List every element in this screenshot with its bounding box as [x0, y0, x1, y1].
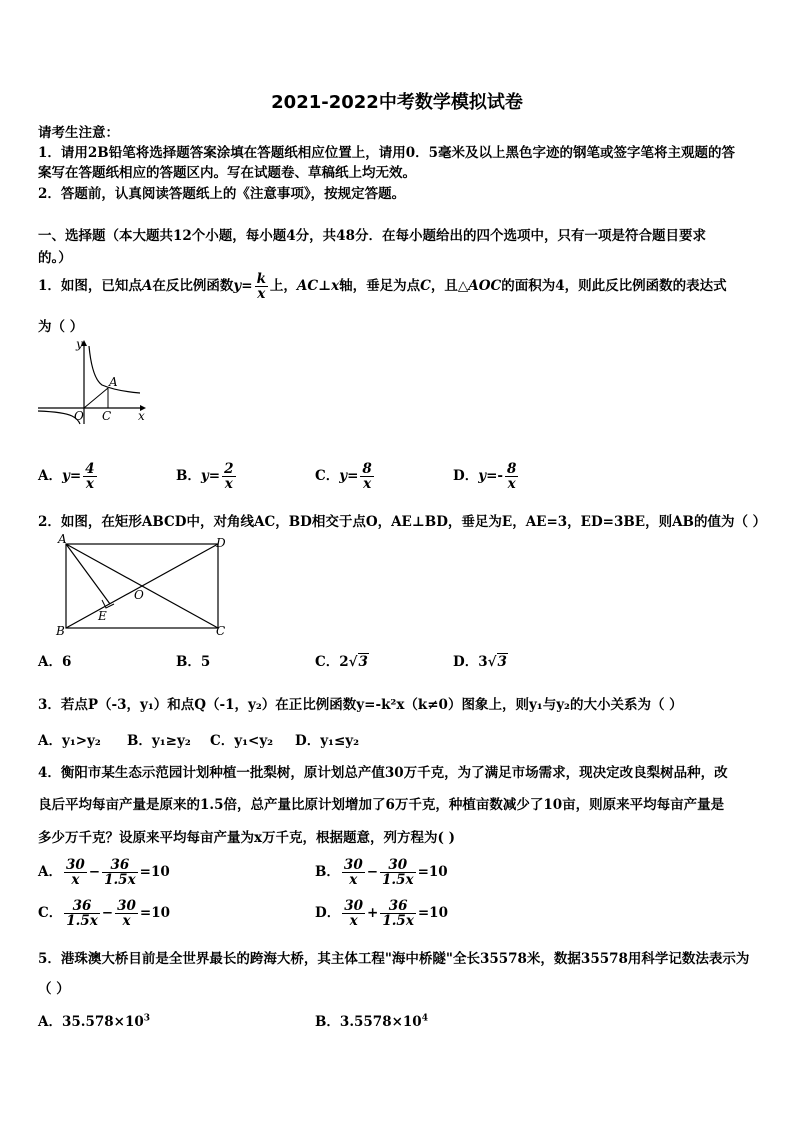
fig2-label-c: C [216, 624, 226, 636]
question-4-stem-line-2: 良后平均每亩产量是原来的1.5倍，总产量比原计划增加了6万千克，种植亩数减少了10亩，则原来平均每亩产量是 [38, 797, 725, 813]
question-2-stem: 2．如图，在矩形ABCD中，对角线AC，BD相交于点O，AE⊥BD，垂足为E，AE=3，ED=3BE，则AB的值为（ ） [38, 514, 767, 530]
q3-option-d[interactable]: D．y₁≤y₂ [295, 733, 360, 749]
question-4-stem-line-3: 多少万千克？设原来平均每亩产量为x万千克，根据题意，列方程为( ) [38, 830, 456, 846]
question-4-stem-line-1: 4．衡阳市某生态示范园计划种植一批梨树，原计划总产值30万千克，为了满足市场需求，现决定改良梨树品种，改 [38, 765, 728, 781]
section-heading-line-2: 的。） [38, 250, 72, 266]
fig1-label-x: x [138, 409, 145, 423]
q3-option-b[interactable]: B．y₁≥y₂ [127, 733, 191, 749]
fig1-label-o: O [74, 409, 84, 423]
q1-option-b[interactable]: B．y= $\frac{2}{x}$ [176, 461, 234, 493]
question-1-stem: 1．如图，已知点A在反比例函数y= $\frac{k}{x}$ 上，AC⊥x轴，垂足为点C，且△AOC的面积为4，则此反比例函数的表达式 [38, 271, 727, 303]
notice-line-2: 案写在答题纸相应的答题区内。写在试题卷、草稿纸上均无效。 [38, 165, 416, 181]
question-3-stem: 3．若点P（-3，y₁）和点Q（-1，y₂）在正比例函数y=-k²x（k≠0）图象上，则y₁与y₂的大小关系为（ ） [38, 697, 683, 713]
fig1-label-a: A [109, 375, 118, 389]
notice-line-1: 1．请用2B铅笔将选择题答案涂填在答题纸相应位置上，请用0．5毫米及以上黑色字迹的钢笔或签字笔将主观题的答 [38, 145, 735, 161]
fig2-label-o: O [134, 588, 144, 602]
question-5-stem-line-2: （ ） [38, 981, 70, 997]
q3-option-a[interactable]: A．y₁>y₂ [38, 733, 101, 749]
fig2-label-b: B [56, 624, 65, 636]
q1-option-d[interactable]: D．y=- $\frac{8}{x}$ [453, 461, 517, 493]
q2-option-a[interactable]: A．6 [38, 654, 72, 670]
question-2-figure [54, 532, 234, 636]
q2-option-b[interactable]: B．5 [176, 654, 211, 670]
notice-line-3: 2．答题前，认真阅读答题纸上的《注意事项》，按规定答题。 [38, 186, 406, 202]
fig2-label-a: A [58, 532, 67, 546]
q4-option-a[interactable]: A． $\frac{30}{x}$ − $\frac{36}{1.5x}$ =10 [38, 857, 170, 889]
question-5-stem-line-1: 5．港珠澳大桥目前是全世界最长的跨海大桥，其主体工程"海中桥隧"全长35578米，数据35578用科学记数法表示为 [38, 951, 750, 967]
notice-heading: 请考生注意： [38, 125, 119, 141]
q2-option-c[interactable]: C．2√3 [315, 654, 368, 670]
q1-option-c[interactable]: C．y= $\frac{8}{x}$ [315, 461, 372, 493]
q5-option-a[interactable]: A．$35.578\times 10^3$ [38, 1013, 151, 1030]
q1-option-a[interactable]: A．y= $\frac{4}{x}$ [38, 461, 95, 493]
q5-option-b[interactable]: B．$3.5578\times 10^4$ [315, 1013, 428, 1030]
question-1-figure [36, 338, 148, 426]
fig2-label-d: D [216, 536, 226, 550]
q4-option-d[interactable]: D． $\frac{30}{x}$ + $\frac{36}{1.5x}$ =10 [315, 898, 448, 930]
q3-option-c[interactable]: C．y₁<y₂ [210, 733, 274, 749]
fig1-label-c: C [102, 409, 112, 423]
fig1-label-y: y [76, 338, 83, 351]
section-heading-line-1: 一、选择题（本大题共12个小题，每小题4分，共48分．在每小题给出的四个选项中，只有一项是符合题目要求 [38, 228, 706, 244]
q4-option-b[interactable]: B． $\frac{30}{x}$ − $\frac{30}{1.5x}$ =10 [315, 857, 448, 889]
question-1-stem-line-2: 为（ ） [38, 319, 84, 335]
q4-option-c[interactable]: C． $\frac{36}{1.5x}$ − $\frac{30}{x}$ =10 [38, 898, 171, 930]
q2-option-d[interactable]: D．3√3 [453, 654, 507, 670]
page-title: 2021-2022中考数学模拟试卷 [271, 92, 523, 113]
fig2-label-e: E [98, 609, 107, 623]
